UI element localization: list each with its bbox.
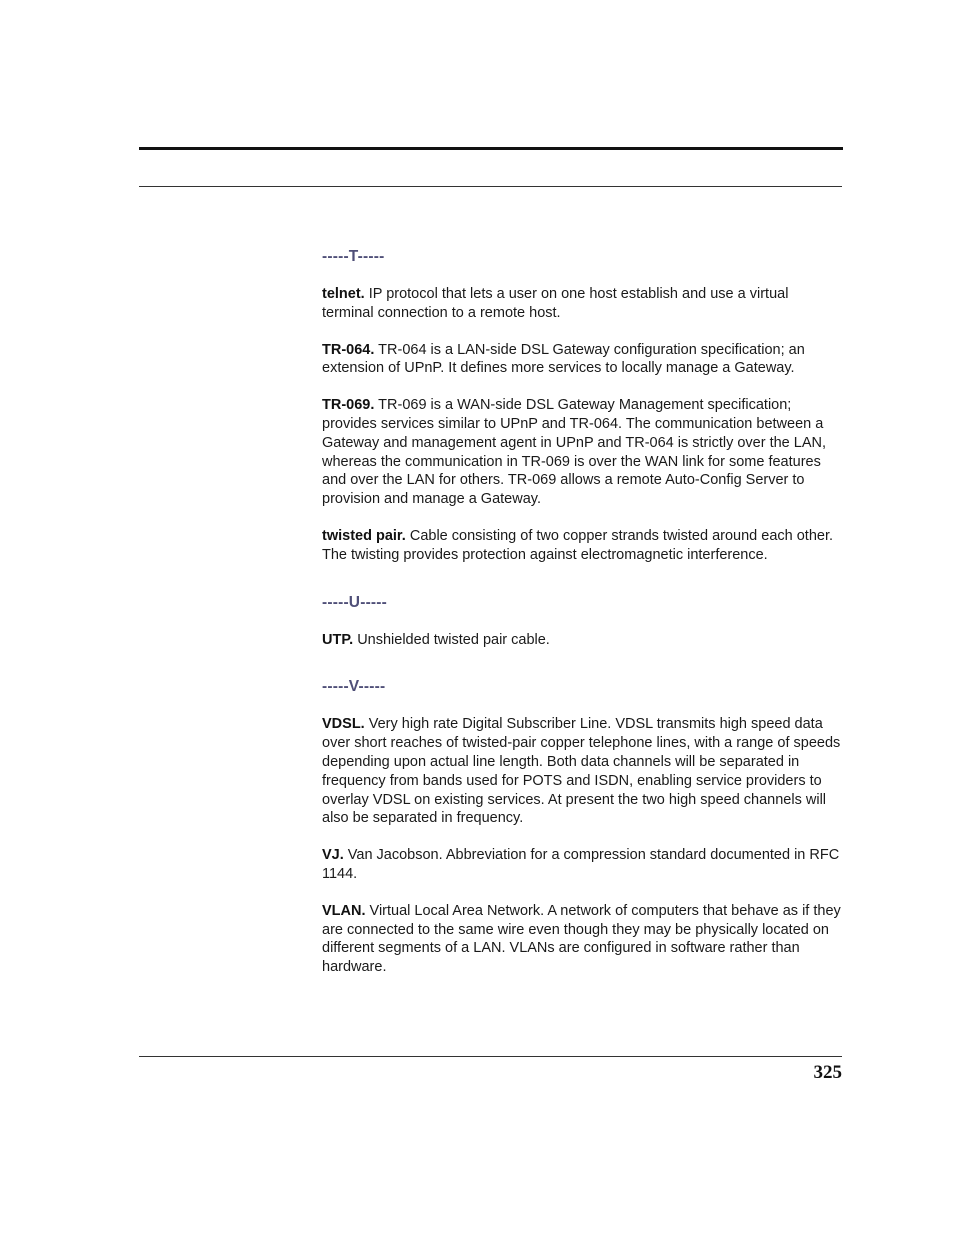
glossary-term: twisted pair. — [322, 527, 406, 544]
glossary-definition: Virtual Local Area Network. A network of computers that behave as if they are connected to the same wire even though they may be physically located on different segments of a LAN. VLANs are configured in software rather than hardware. — [322, 902, 841, 976]
header-rule-thin — [139, 186, 842, 187]
section-header-u: -----U----- — [322, 593, 388, 611]
glossary-entry-tr-064 — [322, 341, 844, 379]
page-number: 325 — [813, 1062, 842, 1083]
glossary-term: telnet. — [322, 286, 365, 302]
glossary-term: VJ. — [322, 847, 344, 864]
glossary-definition: IP protocol that lets a user on one host establish and use a virtual terminal connection to a remote host. — [322, 286, 789, 321]
glossary-entry-telnet — [322, 285, 844, 323]
glossary-definition: Cable consisting of two copper strands twisted around each other. The twisting provides protection against electromagnetic interference. — [322, 527, 834, 563]
glossary-definition: Van Jacobson. Abbreviation for a compression standard documented in RFC 1144. — [322, 847, 840, 882]
glossary-definition: Unshielded twisted pair cable. — [357, 631, 550, 648]
glossary-entry-twisted-pair — [322, 527, 844, 565]
glossary-definition: Very high rate Digital Subscriber Line. VDSL transmits high speed data over short reaches of twisted-pair copper telephone lines, with a range of speeds depending upon actual line length. Both data channels will be separated in frequency from bands used for POTS and ISDN, enabling service providers to overlay VDSL on existing services. At present the two high speed channels will also be separated in frequency. — [322, 716, 841, 827]
section-header-t: -----T----- — [322, 248, 385, 265]
glossary-entry-vlan — [322, 902, 844, 977]
glossary-term: VDSL. — [322, 716, 365, 733]
glossary-entry-vdsl — [322, 715, 844, 828]
glossary-entry-tr-069 — [322, 396, 844, 509]
glossary-definition: TR-064 is a LAN-side DSL Gateway configuration specification; an extension of UPnP. It defines more services to locally manage a Gateway. — [322, 341, 805, 377]
glossary-term: TR-069. — [322, 397, 375, 414]
glossary-term: TR-064. — [322, 341, 375, 358]
glossary-entry-vj — [322, 846, 844, 884]
header-rule-thick — [139, 147, 843, 150]
section-header-v: -----V----- — [322, 678, 386, 696]
glossary-term: UTP. — [322, 631, 354, 648]
glossary-definition: TR-069 is a WAN-side DSL Gateway Management specification; provides services similar to UPnP and TR-064. The communication between a Gateway and management agent in UPnP and TR-064 is strictly over the LAN, whereas the communication in TR-069 is over the WAN link for some features and over the LAN for others. TR-069 allows a remote Auto-Config Server to provision and manage a Gateway. — [322, 397, 827, 508]
glossary-content — [322, 245, 844, 977]
glossary-term: VLAN. — [322, 902, 366, 919]
footer-rule — [139, 1056, 842, 1057]
glossary-entry-utp — [322, 631, 844, 650]
